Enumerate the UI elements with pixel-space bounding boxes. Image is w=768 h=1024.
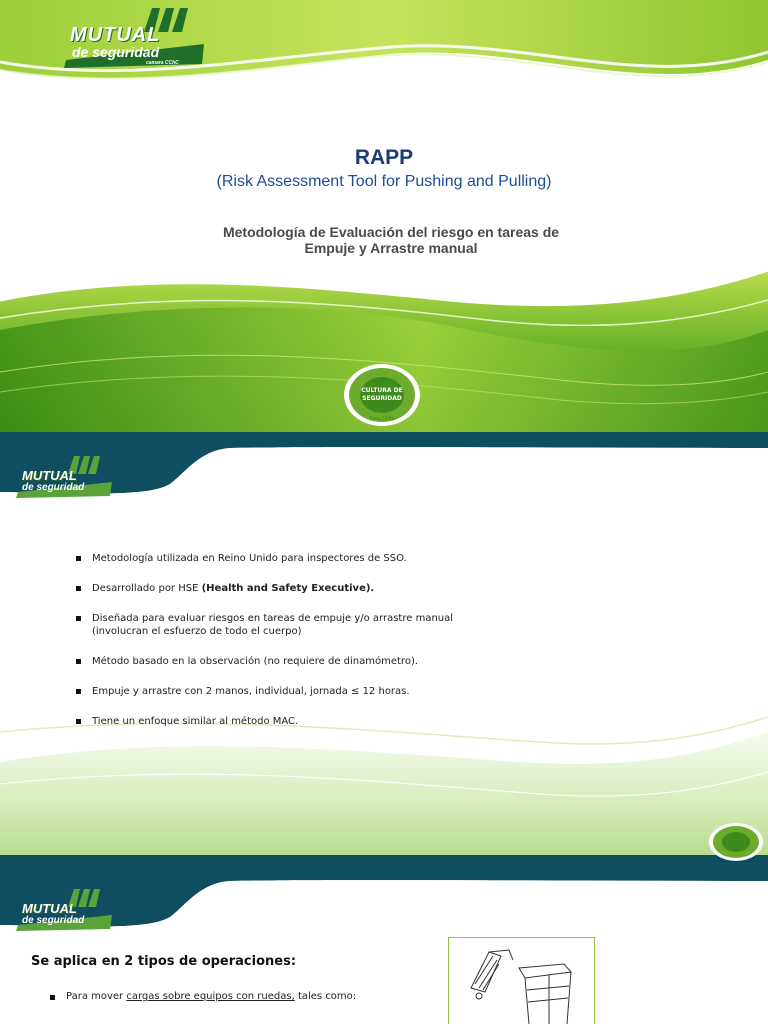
bullet-suffix: tales como: xyxy=(294,991,357,1002)
bullet-prefix: Para mover xyxy=(66,991,127,1002)
bullet-underlined: cargas sobre equipos con ruedas, xyxy=(126,991,295,1002)
logo-seguridad-text-2: de seguridad xyxy=(22,482,85,493)
bullet-text: Método basado en la observación (no requiere de dinamómetro). xyxy=(92,656,419,667)
slide-operations xyxy=(0,865,768,1024)
logo-mutual-text-3: MUTUAL xyxy=(22,901,77,916)
list-item xyxy=(76,655,496,668)
bullet-text: Tiene un enfoque similar al método MAC. xyxy=(92,716,299,727)
logo-mutual-text: MUTUAL xyxy=(70,24,161,46)
bullet-bold-text: (Health and Safety Executive). xyxy=(201,583,375,594)
operations-heading: Se aplica en 2 tipos de operaciones: xyxy=(31,954,297,969)
list-item xyxy=(76,552,496,565)
logo-mutual-text-2: MUTUAL xyxy=(22,468,77,483)
list-item xyxy=(76,685,496,698)
cultura-seguridad-badge-small xyxy=(708,822,764,862)
description-line-1: Metodología de Evaluación del riesgo en tareas de xyxy=(222,224,560,240)
description-line-2: Empuje y Arrastre manual xyxy=(304,240,478,256)
page-title: RAPP xyxy=(354,146,414,169)
slide-title xyxy=(0,0,768,432)
badge-center-line-1: CULTURA DE xyxy=(361,387,403,394)
badge-bottom-text: Para Chile xyxy=(369,416,395,422)
list-item xyxy=(76,582,496,595)
logo-tag-text: camara CChC xyxy=(146,60,179,66)
bullet-text: Empuje y arrastre con 2 manos, individual, jornada ≤ 12 horas. xyxy=(92,686,410,697)
bullet-text: Diseñada para evaluar riesgos en tareas de empuje y/o arrastre manual (involucran el esfuerzo de todo el cuerpo) xyxy=(92,613,454,637)
list-item xyxy=(50,991,356,1002)
logo-seguridad-text: de seguridad xyxy=(72,44,160,60)
logo-seguridad-text-3: de seguridad xyxy=(22,915,85,926)
badge-center-line-2: SEGURIDAD xyxy=(362,395,402,402)
bullet-text: Metodología utilizada en Reino Unido para inspectores de SSO. xyxy=(92,553,407,564)
bullet-text: Desarrollado por HSE xyxy=(92,583,202,594)
cultura-seguridad-badge xyxy=(342,362,422,428)
list-item xyxy=(76,612,496,638)
page-description xyxy=(0,224,768,256)
cart-illustration-frame xyxy=(448,937,595,1024)
overview-bullet-list xyxy=(76,552,496,745)
list-item xyxy=(76,715,496,728)
cart-illustration xyxy=(449,938,594,1024)
page-subtitle: (Risk Assessment Tool for Pushing and Pulling) xyxy=(216,173,552,190)
